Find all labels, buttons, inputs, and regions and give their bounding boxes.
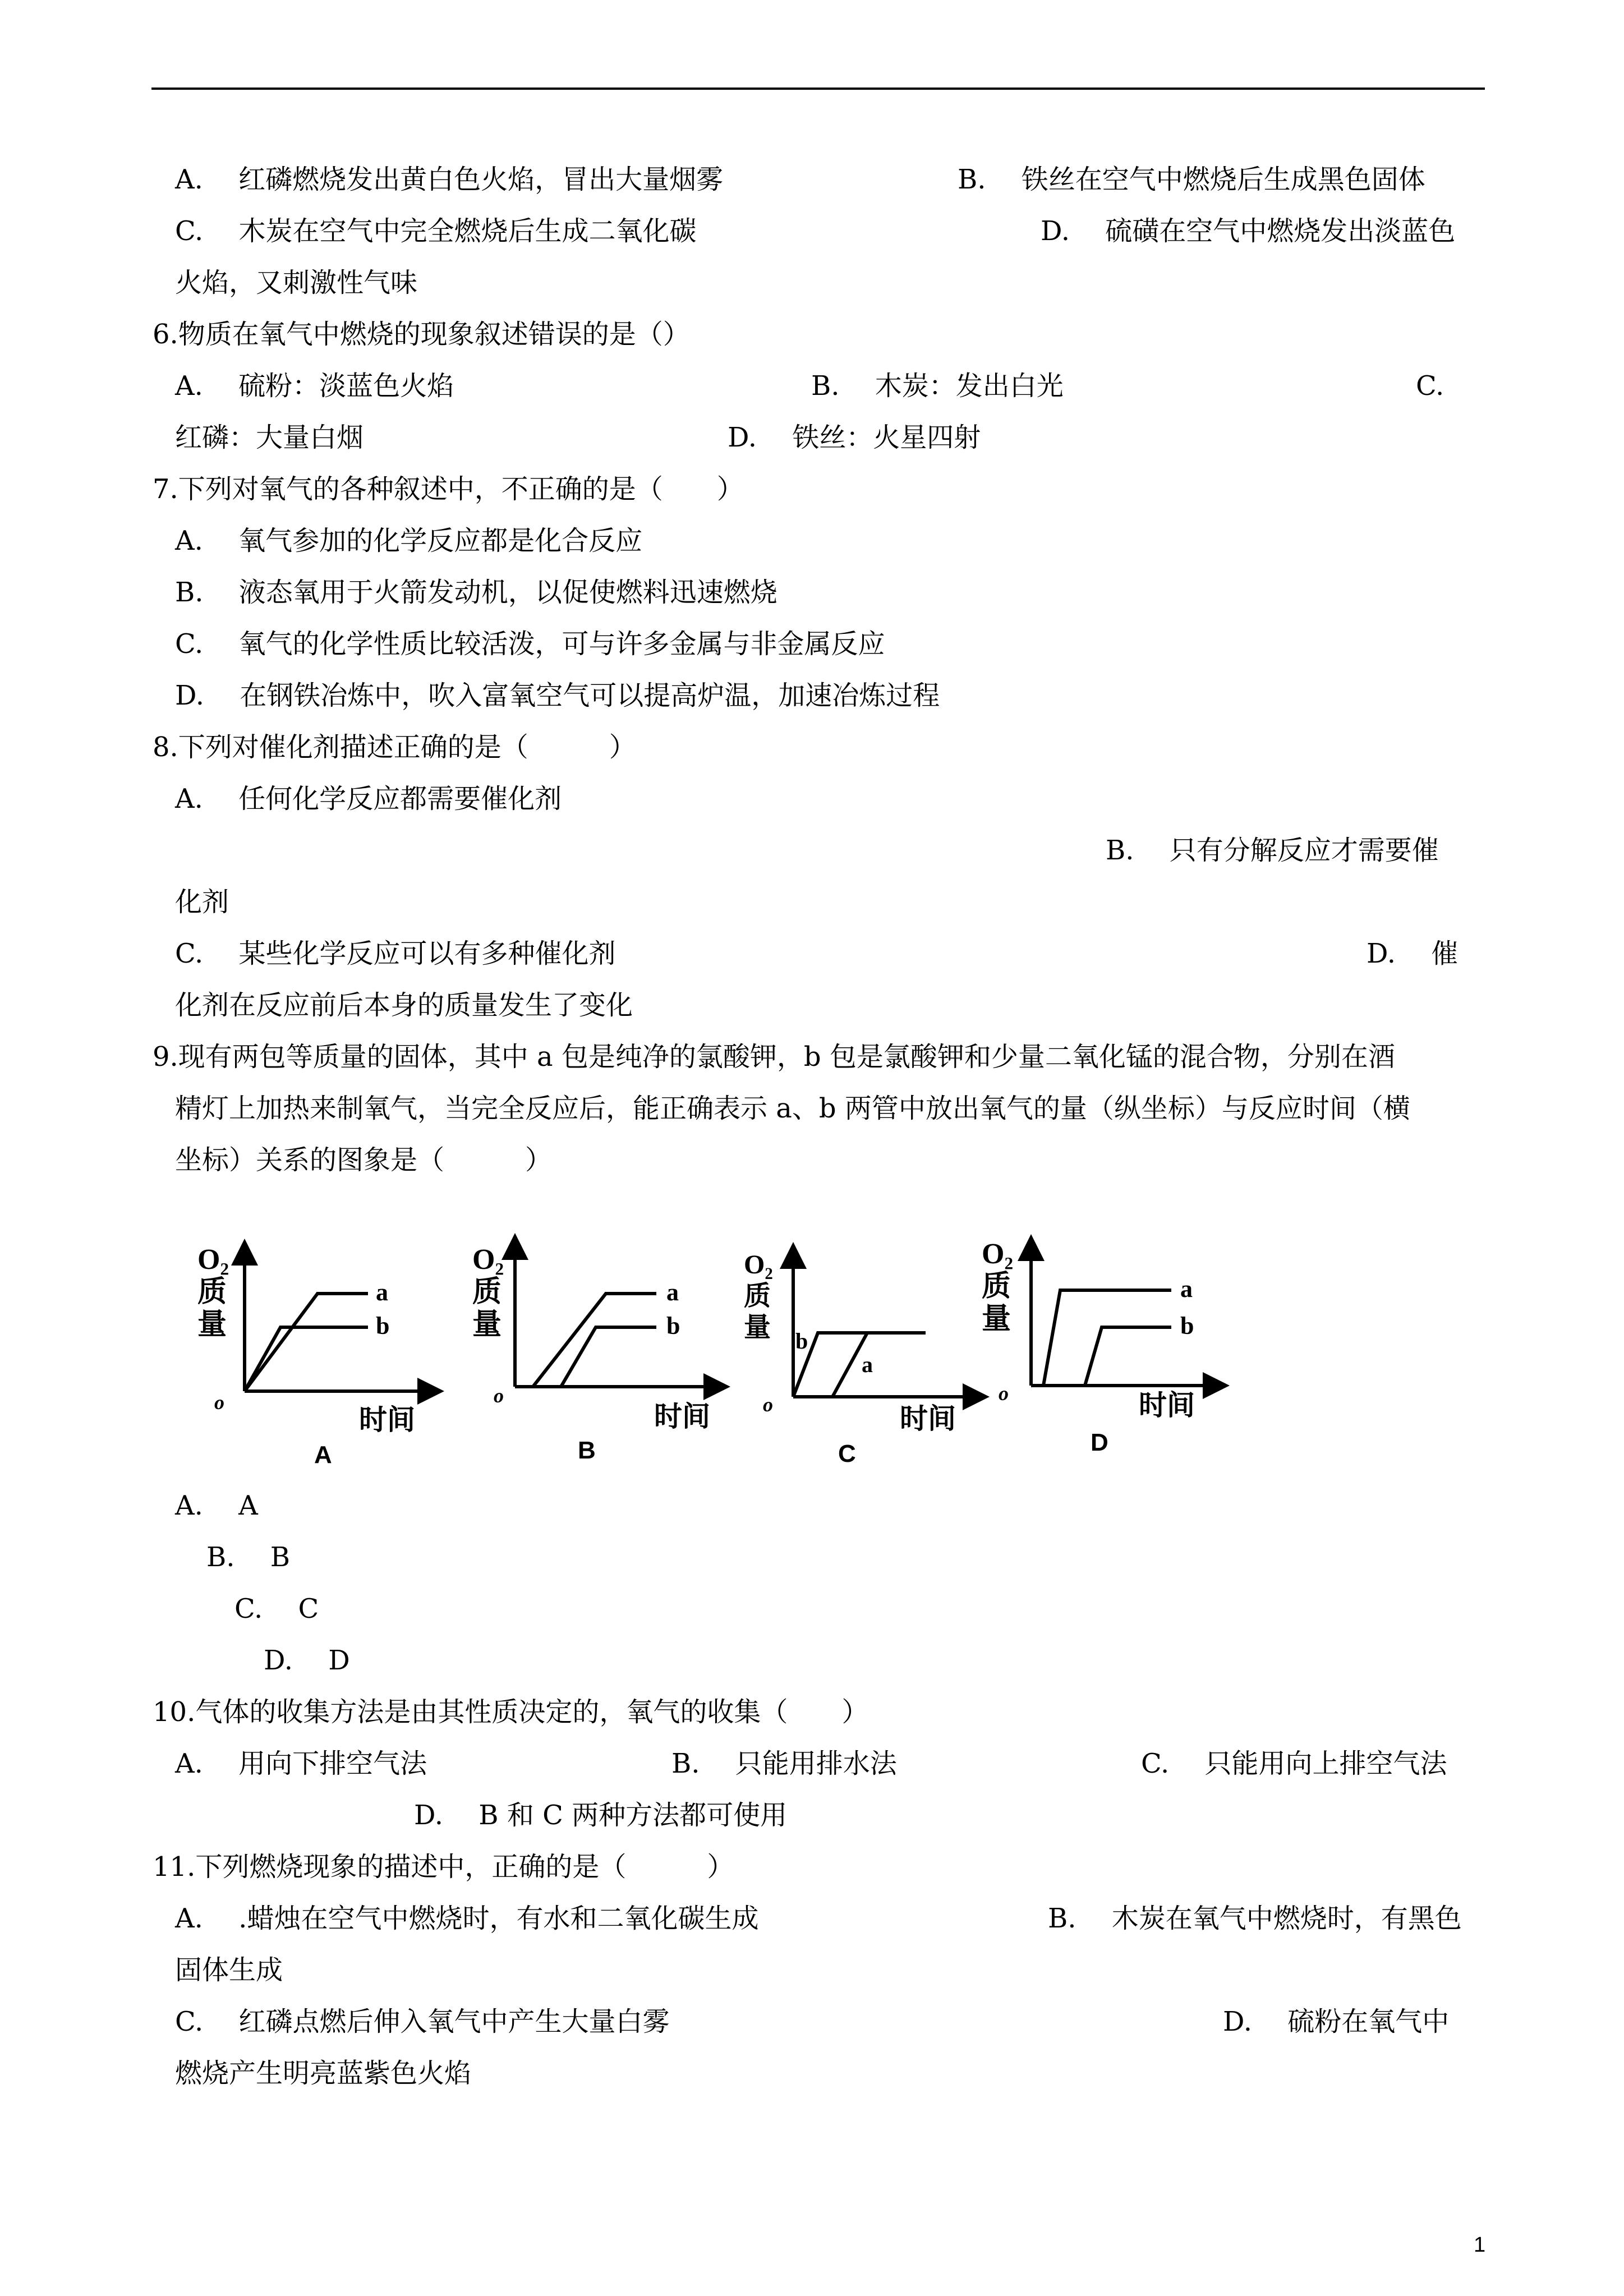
q9-stem-line-3: 坐标）关系的图象是（ ） — [175, 1144, 553, 1176]
q9-option-a[interactable]: A. A — [175, 1490, 258, 1521]
q8-option-c[interactable]: C. 某些化学反应可以有多种催化剂 — [175, 938, 616, 969]
graph-d-ylabel-liang: 量 — [982, 1303, 1011, 1335]
q8-option-d-continued: 化剂在反应前后本身的质量发生了变化 — [175, 990, 633, 1021]
graph-c — [744, 1249, 983, 1467]
graph-c-xlabel: 时间 — [900, 1403, 956, 1434]
q5-option-a[interactable]: A. 红磷燃烧发出黄白色火焰，冒出大量烟雾 — [175, 164, 724, 195]
graph-d-label-a: a — [1180, 1275, 1193, 1303]
q8-option-b-continued: 化剂 — [175, 886, 229, 918]
graph-b-curve-b — [561, 1327, 656, 1387]
header-rule — [151, 88, 1485, 90]
q7-stem: 7.下列对氧气的各种叙述中，不正确的是（ ） — [153, 473, 744, 505]
graph-d-caption: D — [1091, 1429, 1108, 1456]
q9-stem-line-1: 9.现有两包等质量的固体，其中 a 包是纯净的氯酸钾，b 包是氯酸钾和少量二氧化锰的混合物，分别在酒 — [153, 1041, 1395, 1073]
q6-option-c[interactable]: C. — [1416, 370, 1444, 402]
graph-a-xlabel: 时间 — [359, 1404, 415, 1435]
graph-d-curve-a — [1043, 1290, 1171, 1386]
q10-option-d[interactable]: D. B 和 C 两种方法都可使用 — [414, 1800, 788, 1831]
graph-c-curve-b — [793, 1333, 926, 1397]
graph-b-ylabel-zhi: 质 — [472, 1276, 502, 1308]
q5-option-b[interactable]: B. 铁丝在空气中燃烧后生成黑色固体 — [958, 164, 1425, 195]
q11-option-c[interactable]: C. 红磷点燃后伸入氧气中产生大量白雾 — [175, 2006, 670, 2037]
graph-a-curve-b — [245, 1327, 368, 1391]
q8-stem: 8.下列对催化剂描述正确的是（ ） — [153, 731, 636, 763]
graph-b-origin: o — [494, 1384, 504, 1407]
graph-d-ylabel-o2: O₂ — [982, 1238, 1014, 1270]
q10-stem: 10.气体的收集方法是由其性质决定的，氧气的收集（ ） — [153, 1696, 869, 1728]
graph-d-curve-b — [1085, 1327, 1171, 1386]
graph-d — [982, 1238, 1223, 1456]
graph-a-label-b: b — [376, 1312, 390, 1340]
graph-c-origin: o — [763, 1393, 773, 1416]
q5-option-d-continued: 火焰，又刺激性气味 — [175, 267, 418, 298]
q7-option-b[interactable]: B. 液态氧用于火箭发动机，以促使燃料迅速燃烧 — [175, 577, 778, 608]
graph-b-label-b: b — [666, 1312, 680, 1340]
q11-option-d[interactable]: D. 硫粉在氧气中 — [1223, 2006, 1450, 2037]
graph-a-caption: A — [314, 1441, 332, 1469]
graph-b-curve-a — [533, 1294, 656, 1387]
graph-b-label-a: a — [666, 1278, 679, 1306]
graph-c-label-b: b — [795, 1328, 808, 1354]
graph-a-ylabel-liang: 量 — [197, 1309, 227, 1341]
q7-option-c[interactable]: C. 氧气的化学性质比较活泼，可与许多金属与非金属反应 — [175, 628, 885, 660]
graph-d-label-b: b — [1180, 1312, 1194, 1340]
q5-option-c[interactable]: C. 木炭在空气中完全燃烧后生成二氧化碳 — [175, 215, 697, 247]
q8-option-a[interactable]: A. 任何化学反应都需要催化剂 — [175, 783, 562, 815]
graph-c-ylabel-o2: O₂ — [744, 1250, 773, 1280]
graph-b-ylabel-liang: 量 — [472, 1309, 502, 1341]
graph-a-ylabel-zhi: 质 — [197, 1276, 227, 1308]
q10-option-a[interactable]: A. 用向下排空气法 — [175, 1748, 427, 1779]
graph-d-origin: o — [999, 1382, 1009, 1405]
q6-option-d[interactable]: D. 铁丝：火星四射 — [728, 422, 981, 453]
graph-d-ylabel-zhi: 质 — [982, 1271, 1011, 1303]
graph-b-xlabel: 时间 — [654, 1401, 710, 1432]
q10-option-b[interactable]: B. 只能用排水法 — [671, 1748, 897, 1779]
q11-stem: 11.下列燃烧现象的描述中，正确的是（ ） — [153, 1851, 734, 1883]
q8-option-b[interactable]: B. 只有分解反应才需要催 — [1106, 835, 1439, 866]
graph-c-ylabel-zhi: 质 — [744, 1281, 771, 1311]
graph-b — [472, 1240, 724, 1464]
q8-option-d[interactable]: D. 催 — [1367, 938, 1459, 969]
graph-b-caption: B — [578, 1437, 596, 1464]
q7-option-d[interactable]: D. 在钢铁冶炼中，吹入富氧空气可以提高炉温，加速冶炼过程 — [175, 680, 940, 711]
q11-option-d-continued: 燃烧产生明亮蓝紫色火焰 — [175, 2058, 472, 2089]
graph-a-curve-a — [245, 1294, 368, 1391]
q6-option-c-continued: 红磷：大量白烟 — [175, 422, 364, 453]
q7-option-a[interactable]: A. 氧气参加的化学反应都是化合反应 — [175, 525, 643, 556]
q9-graph-figure — [180, 1223, 1245, 1475]
q10-option-c[interactable]: C. 只能用向上排空气法 — [1141, 1748, 1447, 1779]
q9-stem-line-2: 精灯上加热来制氧气，当完全反应后，能正确表示 a、b 两管中放出氧气的量（纵坐标）与反应时间（横 — [175, 1093, 1410, 1124]
graph-d-xlabel: 时间 — [1139, 1389, 1195, 1421]
q11-option-b[interactable]: B. 木炭在氧气中燃烧时，有黑色 — [1048, 1903, 1462, 1934]
graph-c-caption: C — [838, 1440, 856, 1467]
page-number: 1 — [1474, 2233, 1486, 2257]
q11-option-a[interactable]: A. .蜡烛在空气中燃烧时，有水和二氧化碳生成 — [175, 1903, 759, 1934]
graph-a-origin: o — [214, 1391, 224, 1414]
q6-option-a[interactable]: A. 硫粉：淡蓝色火焰 — [175, 370, 454, 402]
graph-a-label-a: a — [376, 1278, 388, 1306]
q5-option-d[interactable]: D. 硫磺在空气中燃烧发出淡蓝色 — [1041, 215, 1456, 247]
graph-c-label-a: a — [862, 1352, 873, 1377]
q6-stem: 6.物质在氧气中燃烧的现象叙述错误的是（） — [153, 319, 690, 350]
graph-b-ylabel-o2: O₂ — [472, 1244, 504, 1276]
q6-option-b[interactable]: B. 木炭：发出白光 — [811, 370, 1064, 402]
q9-option-d[interactable]: D. D — [264, 1645, 350, 1676]
q9-option-c[interactable]: C. C — [234, 1593, 319, 1625]
q9-option-b[interactable]: B. B — [206, 1542, 291, 1573]
q11-option-b-continued: 固体生成 — [175, 1954, 283, 1986]
graph-c-ylabel-liang: 量 — [744, 1313, 771, 1342]
graph-a — [197, 1244, 438, 1469]
graph-a-ylabel-o2: O₂ — [197, 1244, 229, 1276]
